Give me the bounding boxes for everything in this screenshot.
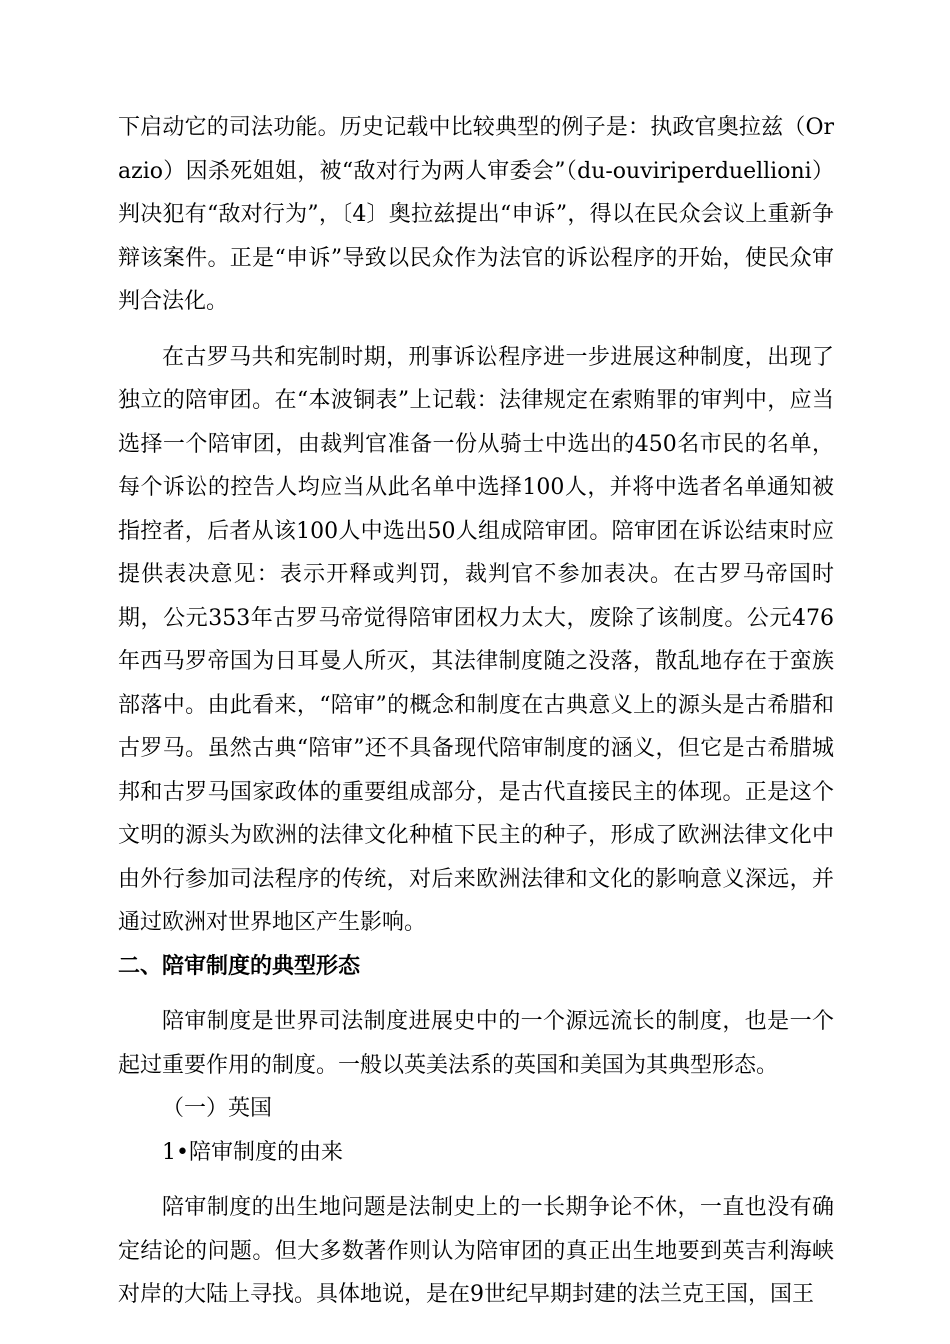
paragraph-roman-jury: 在古罗马共和宪制时期，刑事诉讼程序进一步进展这种制度，出现了独立的陪审团。在“本波铜表”上记载：法律规定在索贿罪的审判中，应当选择一个陪审团，由裁判官准备一份从骑士中选出的450名市民的名单，每个诉讼的控告人均应当从此名单中选择100人，并将中选者名单通知被指控者，后者从该100人中选出50人组成陪审团。陪审团在诉讼结束时应提供表决意见：表示开释或判罚，裁判官不参加表决。在古罗马帝国时期，公元353年古罗马帝觉得陪审团权力太大，废除了该制度。公元476年西马罗帝国为日耳曼人所灭，其法律制度随之没落，散乱地存在于蛮族部落中。由此看来，“陪审”的概念和制度在古典意义上的源头是古希腊和古罗马。虽然古典“陪审”还不具备现代陪审制度的涵义，但它是古希腊城邦和古罗马国家政体的重要组成部分，是古代直接民主的体现。正是这个文明的源头为欧洲的法律文化种植下民主的种子，形成了欧洲法律文化中由外行参加司法程序的传统，对后来欧洲法律和文化的影响意义深远，并通过欧洲对世界地区产生影响。: [118, 344, 834, 935]
document-body: [118, 106, 834, 1317]
paragraph-jury-overview: 陪审制度是世界司法制度进展史中的一个源远流长的制度，也是一个起过重要作用的制度。一般以英美法系的英国和美国为其典型形态。: [118, 1009, 834, 1078]
paragraph-orazio-appeal: 下启动它的司法功能。历史记载中比较典型的例子是：执政官奥拉兹（Orazio）因杀死姐姐，被“敌对行为两人审委会”（du-ouviriperduellioni）判决犯有“敌对行为”，〔4〕奥拉兹提出“申诉”，得以在民众会议上重新争辩该案件。正是“申诉”导致以民众作为法官的诉讼程序的开始，使民众审判合法化。: [118, 115, 834, 314]
subheading-origin: 1•陪审制度的由来: [162, 1139, 343, 1165]
subheading-england: （一）英国: [162, 1096, 273, 1121]
section-heading-typical-forms: 二、陪审制度的典型形态: [118, 953, 361, 979]
paragraph-jury-origin: 陪审制度的出生地问题是法制史上的一长期争论不休，一直也没有确定结论的问题。但大多数著作则认为陪审团的真正出生地要到英吉利海峡对岸的大陆上寻找。具体地说，是在9世纪早期封建的法兰克王国，国王: [118, 1195, 834, 1307]
